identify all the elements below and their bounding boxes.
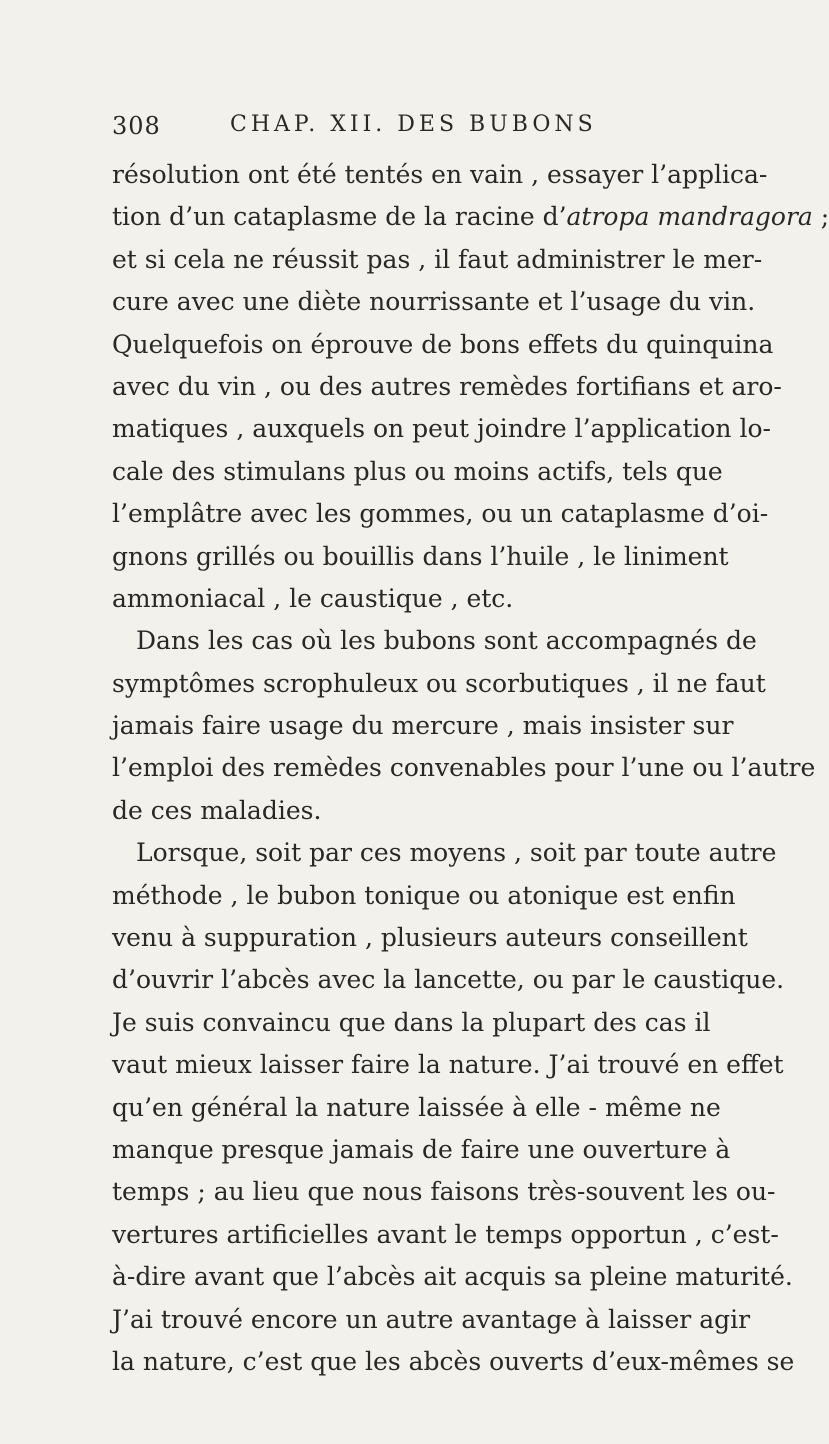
text-line: vaut mieux laisser faire la nature. J’ai trouvé en effet: [112, 1050, 784, 1080]
text-line: jamais faire usage du mercure , mais insister sur: [112, 711, 734, 741]
text-line: qu’en général la nature laissée à elle - même ne: [112, 1092, 721, 1122]
text-line: l’emploi des remèdes convenables pour l’une ou l’autre: [112, 753, 816, 783]
text-line: matiques , auxquels on peut joindre l’application lo-: [112, 414, 771, 444]
text-line: venu à suppuration , plusieurs auteurs conseillent: [112, 923, 748, 953]
page-number: 308: [112, 112, 161, 140]
text-line: méthode , le bubon tonique ou atonique est enfin: [112, 880, 736, 910]
text-line: de ces maladies.: [112, 795, 322, 825]
text-line: d’ouvrir l’abcès avec la lancette, ou par le caustique.: [112, 965, 785, 995]
text-line: résolution ont été tentés en vain , essayer l’applica-: [112, 160, 768, 189]
text-line: symptômes scrophuleux ou scorbutiques , il ne faut: [112, 668, 766, 698]
text-line: Je suis convaincu que dans la plupart des cas il: [112, 1007, 711, 1037]
text-line: ammoniacal , le caustique , etc.: [112, 583, 514, 613]
text-line: gnons grillés ou bouillis dans l’huile , le liniment: [112, 541, 729, 571]
text-line: l’emplâtre avec les gommes, ou un cataplasme d’oi-: [112, 499, 769, 529]
text-line: cure avec une diète nourrissante et l’usage du vin.: [112, 287, 756, 317]
text-line: cale des stimulans plus ou moins actifs, tels que: [112, 456, 723, 486]
paragraph-start-line: Dans les cas où les bubons sont accompagnés de: [136, 626, 757, 656]
text-line: Quelquefois on éprouve de bons effets du quinquina: [112, 329, 774, 359]
text-line: temps ; au lieu que nous faisons très-souvent les ou-: [112, 1177, 776, 1207]
text-line: à-dire avant que l’abcès ait acquis sa pleine maturité.: [112, 1262, 793, 1292]
text-line: manque presque jamais de faire une ouverture à: [112, 1134, 731, 1164]
text-body: [112, 154, 829, 1383]
text-line: J’ai trouvé encore un autre avantage à laisser agir: [112, 1304, 751, 1334]
running-head: [112, 112, 672, 152]
text-line: la nature, c’est que les abcès ouverts d’eux-mêmes se: [112, 1346, 795, 1376]
italic-term: atropa mandragora: [566, 202, 813, 232]
text-line: vertures artificielles avant le temps opportun , c’est-: [112, 1219, 779, 1249]
text-line: tion d’un cataplasme de la racine d’atropa mandragora ;: [112, 202, 829, 232]
chapter-title: CHAP. XII. DES BUBONS: [230, 112, 597, 137]
paragraph-start-line: Lorsque, soit par ces moyens , soit par toute autre: [136, 838, 777, 868]
text-line: et si cela ne réussit pas , il faut administrer le mer-: [112, 244, 763, 274]
text-line: avec du vin , ou des autres remèdes fortifians et aro-: [112, 371, 782, 401]
